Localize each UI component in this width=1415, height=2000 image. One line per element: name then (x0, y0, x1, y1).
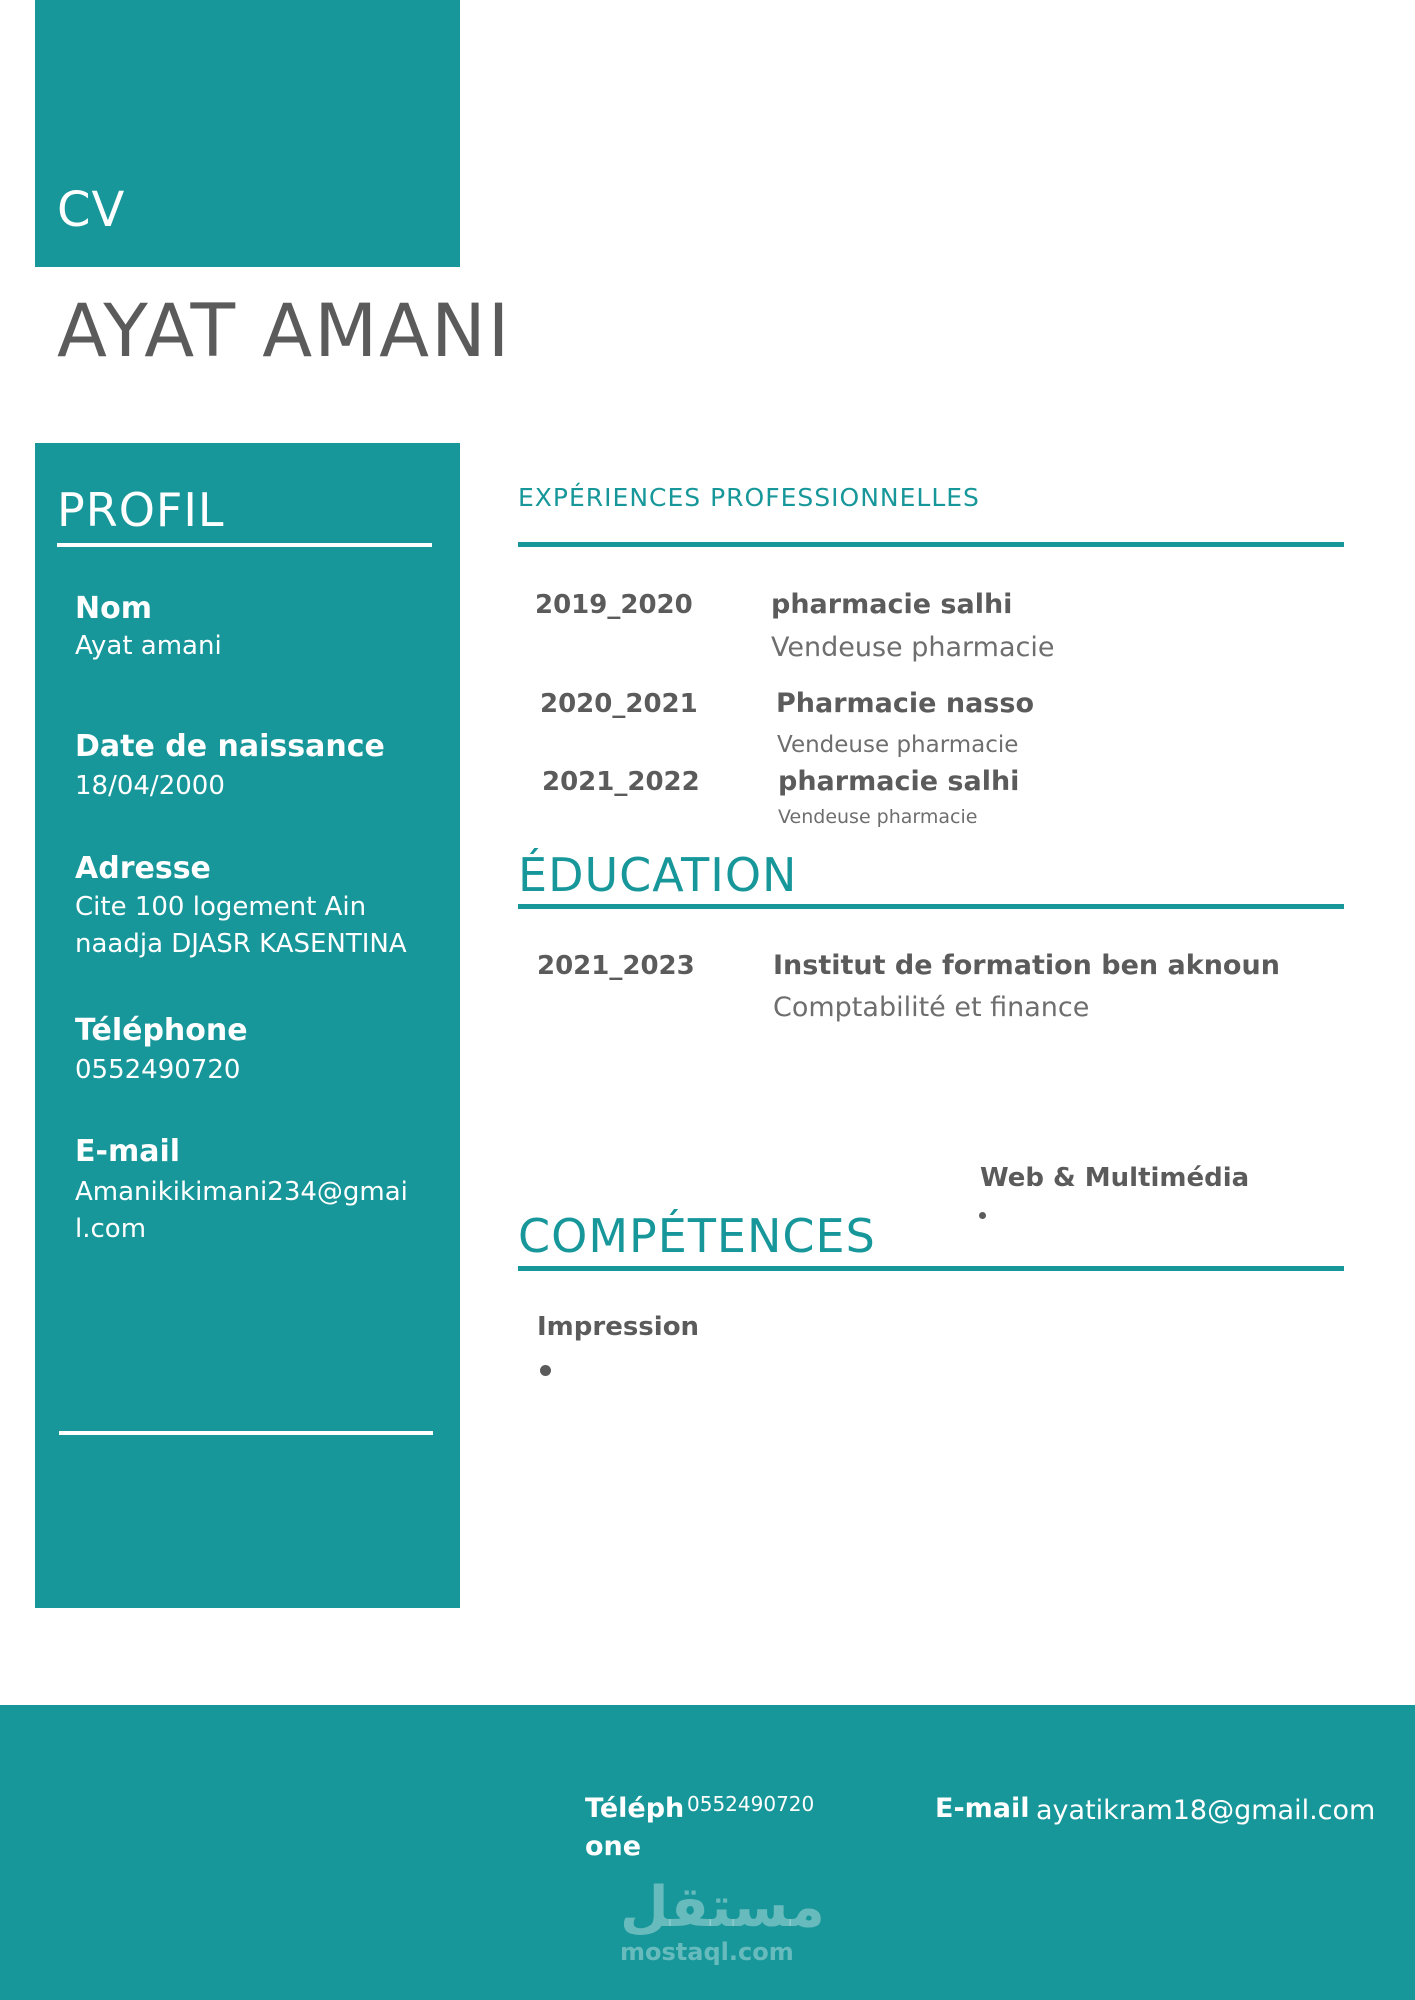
field-value-phone: 0552490720 (75, 1055, 241, 1085)
footer-email-value: ayatikram18@gmail.com (1036, 1795, 1376, 1826)
education-place-1: Institut de formation ben aknoun (773, 950, 1280, 981)
cv-label: CV (57, 182, 126, 238)
profile-title: PROFIL (57, 483, 225, 537)
experience-years-1: 2019_2020 (535, 590, 693, 620)
skills-rule (518, 1266, 1344, 1271)
experience-role-1: Vendeuse pharmacie (771, 632, 1055, 663)
skill-impression: Impression (537, 1312, 700, 1342)
watermark-latin-text: mostaql.com (620, 1938, 794, 1966)
footer-email-label: E-mail (935, 1793, 1030, 1824)
experience-place-1: pharmacie salhi (771, 589, 1013, 620)
field-value-address: Cite 100 logement Ain naadja DJASR KASENTINA (75, 892, 407, 959)
experience-place-2: Pharmacie nasso (776, 688, 1035, 719)
mostaql-watermark-logo (620, 1875, 825, 1966)
field-label-name: Nom (75, 591, 152, 626)
field-label-email: E-mail (75, 1134, 181, 1169)
skills-title: COMPÉTENCES (518, 1209, 876, 1263)
education-title: ÉDUCATION (518, 848, 798, 902)
education-rule (518, 904, 1344, 909)
watermark-arabic-text: مستقل (620, 1875, 825, 1940)
experience-years-3: 2021_2022 (542, 767, 700, 797)
field-value-name: Ayat amani (75, 631, 222, 661)
field-label-address: Adresse (75, 851, 211, 886)
experience-place-3: pharmacie salhi (778, 766, 1020, 797)
experience-rule (518, 542, 1344, 547)
skill-web-multimedia: Web & Multimédia (980, 1163, 1250, 1193)
footer-phone-label: Téléph one (585, 1793, 685, 1862)
full-name: AYAT AMANI (57, 289, 512, 374)
field-label-birthdate: Date de naissance (75, 729, 385, 764)
experience-role-3: Vendeuse pharmacie (778, 806, 978, 828)
skill-bullet-impression (540, 1365, 551, 1376)
sidebar-bottom-rule (59, 1431, 433, 1435)
experience-title: EXPÉRIENCES PROFESSIONNELLES (518, 483, 980, 512)
field-value-birthdate: 18/04/2000 (75, 771, 225, 801)
footer-phone-value: 0552490720 (687, 1792, 815, 1816)
skill-bullet-web (979, 1212, 986, 1219)
experience-years-2: 2020_2021 (540, 689, 698, 719)
education-field-1: Comptabilité et finance (773, 992, 1090, 1023)
field-value-email: Amanikikimani234@gmail.com (75, 1177, 408, 1244)
experience-role-2: Vendeuse pharmacie (777, 732, 1019, 758)
profile-title-rule (57, 543, 432, 547)
education-years-1: 2021_2023 (537, 951, 695, 981)
field-label-phone: Téléphone (75, 1013, 248, 1048)
